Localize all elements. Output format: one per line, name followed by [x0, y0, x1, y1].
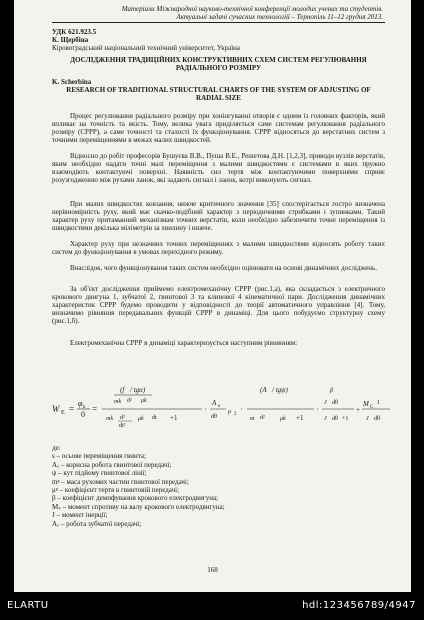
formula-J-2: J — [324, 416, 327, 422]
formula-J-3: J — [366, 416, 369, 422]
formula-numer0-sub: k — [83, 405, 86, 410]
definition-item: mᵍ – маса рухомих частин гвинтової передачі; — [52, 477, 189, 486]
formula-times-1: · — [204, 405, 207, 414]
formula-mu-3: μk — [280, 416, 286, 422]
paragraph-3: При малих швидкостях ковзання, нижче критичного значення [35] спостерігається гостро визначена нерівномірність руху, який має скачко-подібний характер з періодичними стрибками і зупинками. Такий характер руху притаманний механізмам точних верстатів, коли необхідно забезпечити точне переміщення із швидкостями декілька міліметрів за хвилину і нижче. — [52, 200, 385, 233]
formula-mu-2: μk — [138, 416, 144, 422]
conference-header-line1: Матеріали Міжнародної науково-технічної конференції молодих учених та студентів. — [121, 5, 383, 13]
transfer-function-formula — [52, 382, 392, 434]
definition-item: Aₓ – робота зубчатої передачі; — [52, 519, 142, 528]
udk-code: УДК 621.923.5 — [52, 28, 97, 36]
formula-mk-1: mk — [114, 399, 121, 405]
symbol-definitions — [52, 444, 385, 528]
formula-mk-2: mk — [106, 416, 113, 422]
definition-item: β – коефіцієнт демпфування крокового електродвигуна; — [52, 494, 218, 503]
formula-d2-3: d² — [260, 415, 265, 421]
conference-header-line2: Актуальні задачі сучасних технологій – Тернопіль 11–12 грудня 2013. — [176, 13, 383, 21]
author-uk: К. Щербіна — [52, 36, 89, 44]
viewer-footer-bar — [0, 592, 424, 620]
formula-d2: d² — [127, 398, 132, 404]
definition-item: Aₓ – корисна робота гвинтової передачі; — [52, 460, 172, 469]
definition-item: J – момент інерції; — [52, 511, 108, 520]
definition-item: μᵍ – коефіцієнт тертя в гвинтовій передачі; — [52, 486, 180, 495]
paragraph-7: Електромеханічна СРРР в динаміці характеризується наступним рівнянням: — [70, 339, 298, 347]
repository-name: ELARTU — [7, 600, 49, 611]
formula-A: A — [212, 399, 217, 407]
formula-lhs-sub: E — [61, 410, 65, 416]
title-uk: ДОСЛІДЖЕННЯ ТРАДИЦІЙНИХ КОНСТРУКТИВНИХ СХЕМ СИСТЕМ РЕГУЛЮВАННЯ РАДІАЛЬНОГО РОЗМІРУ — [70, 56, 367, 73]
formula-equals-2: = — [92, 404, 98, 414]
author-en: K. Scherbina — [52, 78, 92, 86]
formula-dtheta-2: dθ — [332, 400, 338, 406]
formula-dt2: dt² — [119, 423, 126, 429]
formula-dt: dt — [152, 415, 157, 421]
formula-mu-1: μk — [141, 398, 147, 404]
formula-d2-2: d² — [120, 415, 125, 421]
affiliation: Кіровоградський національний технічний університет, Україна — [52, 44, 241, 52]
paragraph-1: Процес регулювання радіального розміру при хонінгуванні отворів є одним із головних факторів, який впливає на точність та якість. Тому, велика увага приділяється саме системам регулювання радіального розміру (СРРР), а саме точності та сталості їх функціонування. СРРР відносяться до верстатних систем з точними переміщеннями в межах малих швидкостей. — [52, 112, 385, 145]
formula-tg-alpha: / tgα) — [130, 386, 146, 394]
formula-numer0: φ — [78, 399, 83, 408]
formula-plus1-c: +1 — [342, 416, 349, 422]
formula-dtheta-4: dθ — [374, 416, 380, 422]
paragraph-5: Внаслідок, чого функціонування таких систем необхідно оцінювати на основі динамічних досліджень. — [70, 264, 377, 272]
formula-M-sub: C — [370, 405, 374, 410]
formula-dtheta-3: dθ — [332, 416, 338, 422]
paragraph-2: Відносно до робіт професорів Бушуєва В.В., Пуша В.Е., Решетова Д.Н. [1,2,3], приводи вузлів верстатів, яким необхідно надати точні малі переміщення з малими швидкостями є системами в яких пружно взаємодіють контактуючі поверхні. Наявність сил тертя між контактуючими поверхнями сприяє розузгодженню між рухами ланок, які задають сигнал і ланок, котрі виконують сигнал. — [52, 152, 385, 185]
formula-mu2: μ — [228, 409, 232, 415]
handle-identifier[interactable]: hdl:123456789/4947 — [302, 600, 416, 611]
formula-one: 1 — [377, 400, 380, 406]
where-label: де: — [52, 444, 61, 452]
formula-dtheta: dθ — [211, 414, 217, 420]
formula-times-3: · — [316, 405, 319, 414]
formula-M: M — [363, 400, 369, 408]
header-rule — [52, 22, 385, 23]
formula-plus1-a: +1 — [170, 414, 178, 422]
formula-tg-psi: / tgψ) — [272, 386, 288, 394]
formula-lhs: W — [52, 404, 60, 414]
formula-A-sub: κ — [218, 404, 221, 409]
formula-f1-top: (f — [120, 386, 125, 394]
definition-item: s – осьове переміщення гвинта; — [52, 452, 146, 461]
formula-beta-top: β — [330, 388, 333, 394]
formula-J-1: J — [324, 400, 327, 406]
page-number: 168 — [207, 566, 218, 574]
definition-item: ψ – кут підйому гвинтової лінії; — [52, 469, 147, 478]
formula-denom0: 0 — [81, 410, 85, 419]
formula-mu2-sub: 2 — [234, 412, 237, 417]
title-en: RESEARCH OF TRADITIONAL STRUCTURAL CHARTS OF THE SYSTEM OF ADJUSTING OF RADIAL SIZE — [66, 86, 371, 103]
formula-times-2: · — [240, 405, 243, 414]
formula-psi-top: (A — [260, 386, 267, 394]
paragraph-6: За об'єкт дослідження приймемо електромеханічну СРРР (рис.1,а), яка складається з електричного крокового двигуна 1, зубчатої 2, гвинтової 3 та клинової 4 кінематичної пари. Дослідження динамічних характеристик СРРР будемо проводити у відповідності до теорії автоматичного управління [4]. Тому, визначимо рівняння передавальних функцій СРРР в динаміці. Для цього побудуємо структурну схему (рис.1,б). — [52, 285, 385, 326]
formula-equals-1: = — [69, 404, 75, 414]
formula-plus1-b: +1 — [296, 414, 304, 422]
definition-item: Mₛ – момент спротиву на валу крокового електродвигуна; — [52, 502, 225, 511]
formula-m-psi: m — [250, 416, 255, 422]
paper-page — [14, 0, 411, 592]
formula-plus: + — [356, 406, 360, 414]
paragraph-4: Характер руху при незначних точних переміщеннях з малими швидкостями відносять роботу таких систем до функціонування в умовах перехідного режиму. — [52, 240, 385, 257]
